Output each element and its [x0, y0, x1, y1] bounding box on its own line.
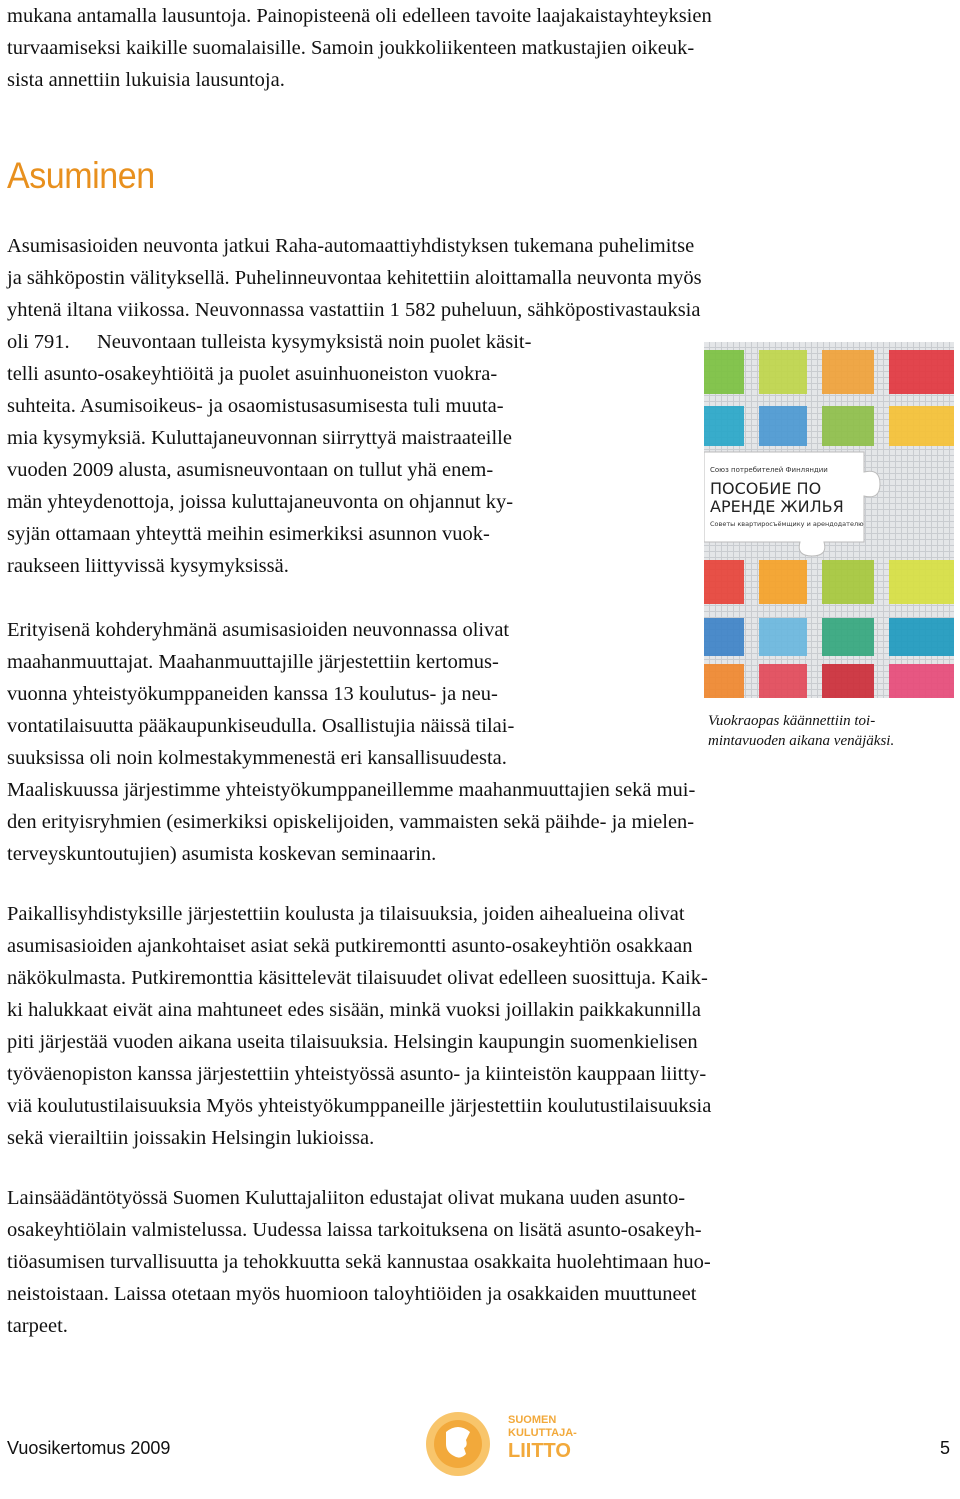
paragraph-line: Lainsäädäntötyössä Suomen Kuluttajaliiton edustajat olivat mukana uuden asunto- [7, 1187, 686, 1209]
paragraph-line: maahanmuuttajat. Maahanmuuttajille järjestettiin kertomus- [7, 651, 499, 673]
page-number: 5 [940, 1438, 951, 1458]
paragraph-line: oli 791. [7, 331, 70, 353]
paragraph-1-wrapped [7, 326, 697, 582]
paragraph-line: vuonna yhteistyökumppaneiden kanssa 13 koulutus- ja neu- [7, 683, 498, 705]
paragraph-line: Asumisasioiden neuvonta jatkui Raha-automaattiyhdistyksen tukemana puhelimitse [7, 235, 695, 257]
paragraph-line: tiöasumisen turvallisuutta ja tehokkuutta sekä kannustaa osakkaita huolehtimaan huo- [7, 1251, 711, 1273]
paragraph-2-full [7, 774, 952, 870]
logo-line: LIITTO [508, 1440, 571, 1462]
caption-line: mintavuoden aikana venäjäksi. [708, 733, 895, 749]
paragraph-line: sekä vierailtiin joissakin Helsingin lukioissa. [7, 1127, 375, 1149]
paragraph-line: osakeyhtiölain valmistelussa. Uudessa laissa tarkoituksena on lisätä asunto-osakeyh- [7, 1219, 702, 1241]
section-heading: Asuminen [7, 155, 155, 196]
paragraph-line: tarpeet. [7, 1315, 68, 1337]
book-cover-image [704, 342, 954, 698]
paragraph-line: viä koulutustilaisuuksia Myös yhteistyökumppaneille järjestettiin koulutustilaisuuksia [7, 1095, 712, 1117]
cover-title-line: АРЕНДЕ ЖИЛЬЯ [710, 497, 844, 516]
paragraph-line: Maaliskuussa järjestimme yhteistyökumppaneillemme maahanmuuttajien sekä mui- [7, 779, 696, 801]
cover-title-line: ПОСОБИЕ ПО [710, 479, 822, 498]
intro-line: turvaamiseksi kaikille suomalaisille. Samoin joukkoliikenteen matkustajien oikeuk- [7, 37, 695, 59]
paragraph-line: raukseen liittyvissä kysymyksissä. [7, 555, 289, 577]
paragraph-2-wrapped [7, 614, 697, 774]
paragraph-line: työväenopiston kanssa järjestettiin yhteistyössä asunto- ja kiinteistön kauppaan liitty- [7, 1063, 707, 1085]
paragraph-line: mia kysymyksiä. Kuluttajaneuvonnan siirryttyä maistraateille [7, 427, 512, 449]
paragraph-line: Paikallisyhdistyksille järjestettiin koulusta ja tilaisuuksia, joiden aihealueina olivat [7, 903, 685, 925]
paragraph-3 [7, 898, 952, 1154]
paragraph-line: neistoistaan. Laissa otetaan myös huomioon taloyhtiöiden ja osakkaiden muuttuneet [7, 1283, 697, 1305]
paragraph-line: Erityisenä kohderyhmänä asumisasioiden neuvonnassa olivat [7, 619, 510, 641]
paragraph-line: suhteita. Asumisoikeus- ja osaomistusasumisesta tuli muuta- [7, 395, 504, 417]
paragraph-line: ja sähköpostin välityksellä. Puhelinneuvontaa kehitettiin aloittamalla neuvonta myös [7, 267, 702, 289]
paragraph-line: syjän ottamaan yhteyttä meihin esimerkiksi asunnon vuok- [7, 523, 490, 545]
paragraph-line: ki halukkaat eivät aina mahtuneet edes sisään, minkä vuoksi joillakin paikkakunnilla [7, 999, 701, 1021]
paragraph-4 [7, 1182, 952, 1342]
paragraph-line: män yhteydenottoja, joissa kuluttajaneuvonta on ohjannut ky- [7, 491, 514, 513]
paragraph-line: vuoden 2009 alusta, asumisneuvontaan on tullut yhä enem- [7, 459, 494, 481]
paragraph-line: asumisasioiden ajankohtaiset asiat sekä putkiremontti asunto-osakeyhtiön osakkaan [7, 935, 693, 957]
paragraph-line: yhtenä iltana viikossa. Neuvonnassa vastattiin 1 582 puheluun, sähköpostivastauksia [7, 299, 701, 321]
paragraph-line: piti järjestää vuoden aikana useita tilaisuuksia. Helsingin kaupungin suomenkielisen [7, 1031, 698, 1053]
logo-text [508, 1414, 577, 1462]
logo-line: SUOMEN [508, 1414, 557, 1426]
logo-line: KULUTTAJA- [508, 1427, 577, 1439]
paragraph-line: näkökulmasta. Putkiremonttia käsittelevät tilaisuudet olivat edelleen suosittuja. Kaik- [7, 967, 708, 989]
kuluttajaliitto-logo [420, 1406, 580, 1480]
cover-small-text: Союз потребителей Финляндии [710, 466, 828, 474]
paragraph-line: terveyskuntoutujien) asumista koskevan seminaarin. [7, 843, 437, 865]
intro-line: sista annettiin lukuisia lausuntoja. [7, 69, 285, 91]
cover-title [710, 480, 890, 516]
paragraph-line: vontatilaisuutta pääkaupunkiseudulla. Osallistujia näissä tilai- [7, 715, 515, 737]
paragraph-line: telli asunto-osakeyhtiöitä ja puolet asuinhuoneiston vuokra- [7, 363, 498, 385]
paragraph-line: suuksissa oli noin kolmestakymmenestä eri kansallisuudesta. [7, 747, 507, 769]
figure-caption [708, 711, 958, 751]
footer-title: Vuosikertomus 2009 [7, 1438, 171, 1458]
cover-subtitle: Советы квартиросъёмщику и арендодателю [710, 520, 864, 528]
caption-line: Vuokraopas käännettiin toi- [708, 713, 876, 729]
intro-paragraph [7, 0, 952, 96]
intro-line: mukana antamalla lausuntoja. Painopisteenä oli edelleen tavoite laajakaistayhteyksien [7, 5, 712, 27]
paragraph-line: Neuvontaan tulleista kysymyksistä noin puolet käsit- [97, 331, 532, 353]
paragraph-line: den erityisryhmien (esimerkiksi opiskelijoiden, vammaisten sekä päihde- ja mielen- [7, 811, 695, 833]
